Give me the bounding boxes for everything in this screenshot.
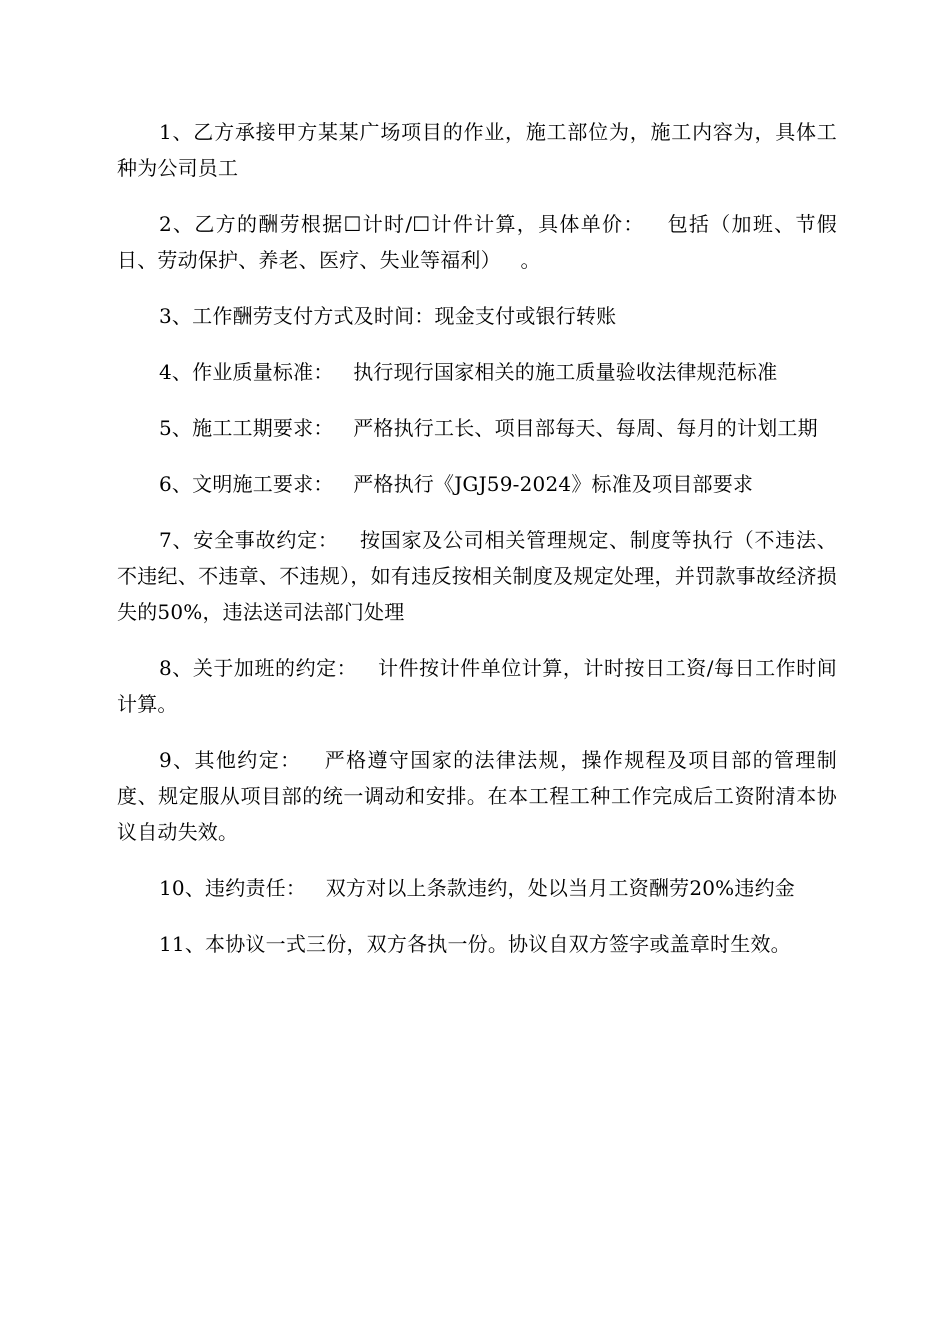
agreement-body: [117, 114, 837, 982]
clause-11: 11、本协议一式三份，双方各执一份。协议自双方签字或盖章时生效。: [159, 932, 791, 956]
clause-5: 5、施工工期要求： 严格执行工长、项目部每天、每周、每月的计划工期: [159, 416, 818, 440]
clause-8: 8、关于加班的约定： 计件按计件单位计算，计时按日工资/每日工作时间计算。: [117, 656, 837, 716]
clause-1: 1、乙方承接甲方某某广场项目的作业，施工部位为，施工内容为，具体工种为公司员工: [117, 120, 837, 180]
clause-2: 2、乙方的酬劳根据☐计时/☐计件计算，具体单价： 包括（加班、节假日、劳动保护、养老、医疗、失业等福利） 。: [117, 212, 837, 272]
clause-6: 6、文明施工要求： 严格执行《JGJ59-2024》标准及项目部要求: [159, 472, 754, 496]
clause-3: 3、工作酬劳支付方式及时间：现金支付或银行转账: [159, 304, 617, 328]
clause-7: 7、安全事故约定： 按国家及公司相关管理规定、制度等执行（不违法、不违纪、不违章、不违规），如有违反按相关制度及规定处理，并罚款事故经济损失的50%，违法送司法部门处理: [117, 528, 837, 624]
clause-4: 4、作业质量标准： 执行现行国家相关的施工质量验收法律规范标准: [159, 360, 778, 384]
clause-9: 9、其他约定： 严格遵守国家的法律法规，操作规程及项目部的管理制度、规定服从项目部的统一调动和安排。在本工程工种工作完成后工资附清本协议自动失效。: [117, 748, 837, 844]
clause-10: 10、违约责任： 双方对以上条款违约，处以当月工资酬劳20%违约金: [159, 876, 795, 900]
